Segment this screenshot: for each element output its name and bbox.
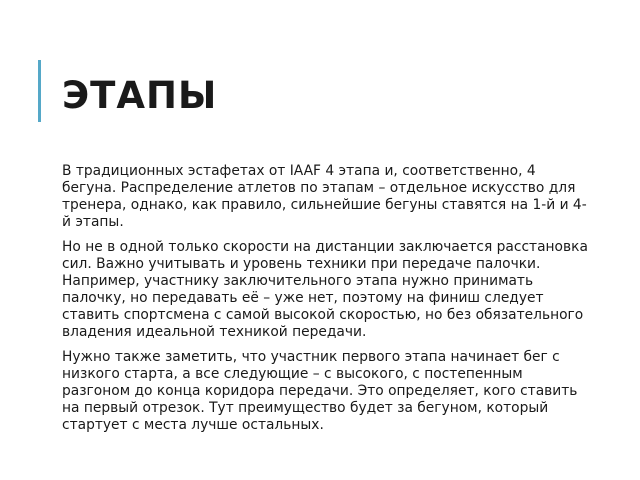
paragraph-3: Нужно также заметить, что участник первого этапа начинает бег с низкого старта, а все следующие – с высокого, с постепенным разгоном до конца коридора передачи. Это определяет, кого ставить на первый отрезок. Тут преимущество будет за бегуном, который стартует с места лучше остальных. — [62, 349, 578, 433]
slide-body — [62, 163, 592, 442]
title-accent-bar — [38, 60, 41, 122]
paragraph-2: Но не в одной только скорости на дистанции заключается расстановка сил. Важно учитывать и уровень техники при передаче палочки. Например, участнику заключительного этапа нужно принимать палочку, но передавать её – уже нет, поэтому на финиш следует ставить спортсмена с самой высокой скоростью, но без обязательного владения идеальной техникой передачи. — [62, 239, 588, 340]
paragraph-1: В традиционных эстафетах от IAAF 4 этапа и, соответственно, 4 бегуна. Распределение атлетов по этапам – отдельное искусство для тренера, однако, как правило, сильнейшие бегуны ставятся на 1-й и 4-й этапы. — [62, 163, 587, 230]
slide-title: ЭТАПЫ — [62, 74, 218, 117]
